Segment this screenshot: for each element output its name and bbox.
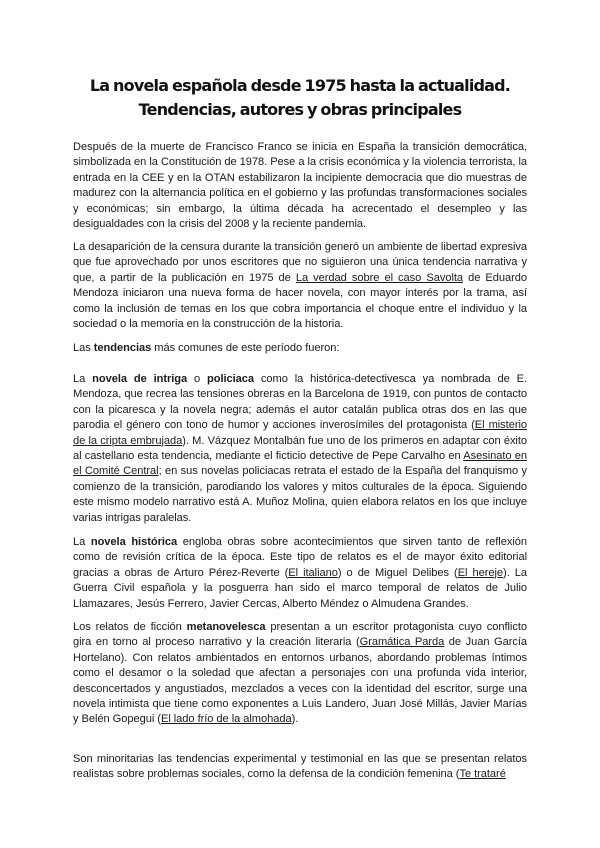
bold-term: metanovelesca: [186, 621, 266, 633]
bold-term: novela de intriga: [92, 373, 188, 385]
text-span: más comunes de este período fueron:: [151, 342, 340, 354]
paragraph-metanovelesca: [73, 620, 527, 728]
book-link-almohada[interactable]: El lado frío de la almohada: [160, 713, 292, 726]
text-span: o: [187, 373, 207, 385]
text-span: La: [73, 536, 91, 548]
text-span: ). La Guerra Civil española y la posguerra han sido el marco temporal de relatos de Julio Llamazares, Jesús Ferrero, Javier Cercas, Alberto Méndez o Almudena Grandes.: [73, 566, 527, 610]
text-span: de Juan García Hortelano). Con relatos ambientados en entornos urbanos, abordando problemas íntimos como el desamor o la soledad que afectan a personajes con una profunda vida interior, desconcertados y angustiados, mezclados a veces con la identidad del escritor, surge una novela intimista que tiene como exponentes a Luis Landero, Juan José Millás, Javier Marías y Belén Gopegui (: [73, 636, 527, 726]
paragraph-tendencias-intro: [73, 341, 527, 356]
text-span: ) o de Miguel Delibes (: [337, 566, 458, 579]
document-title: La novela española desde 1975 hasta la actualidad. Tendencias, autores y obras principales: [89, 76, 511, 119]
paragraph-text: Después de la muerte de Francisco Franco se inicia en España la transición democrática, simbolizada en la Constitución de 1978. Pese a la crisis económica y la violencia terrorista, la entrada en la CEE y en la OTAN estabilizaron la incipiente democracia que dio muestras de madurez con la alternancia política en el gobierno y las profundas transformaciones sociales y económicas; sin embargo, la última década ha acrecentado el desempleo y las desigualdades con la crisis del 2008 y la reciente pandemia.: [73, 141, 527, 231]
paragraph-transicion: [73, 140, 527, 232]
paragraph-novela-historica: [73, 535, 527, 612]
bold-term: tendencias: [93, 342, 152, 354]
book-link-hereje[interactable]: El hereje: [457, 566, 504, 579]
book-link-italiano[interactable]: El italiano: [288, 566, 338, 579]
book-link-savolta[interactable]: La verdad sobre el caso Savolta: [295, 271, 464, 284]
bold-term: policiaca: [207, 373, 255, 385]
book-link-te-tratare[interactable]: Te trataré: [459, 768, 506, 781]
paragraph-novela-intriga: [73, 372, 527, 526]
text-span: Los relatos de ficción: [73, 621, 187, 633]
text-span: de Eduardo Mendoza iniciaron una nueva forma de hacer novela, con mayor interés por la trama, así como la inclusión de temas en los que cobra importancia el choque entre el individuo y la sociedad o la memoria en la construcción de la historia.: [73, 271, 527, 331]
bold-term: novela histórica: [90, 536, 178, 548]
text-span: La desaparición de la censura durante la transición generó un ambiente de libertad expresiva que fue aprovechado por unos escritores que no siguieron una única tendencia narrativa y que, a partir de la publicación en 1975 de: [73, 241, 527, 284]
text-span: ). M. Vázquez Montalbán fue uno de los primeros en adaptar con éxito al castellano esta tendencia, mediante el ficticio detective de Pepe Carvalho en: [73, 434, 528, 463]
text-span: engloba obras sobre acontecimientos que sirven tanto de reflexión como de revisión crítica de la época. Este tipo de relatos es el de mayor éxito editorial gracias a obras de Arturo Pérez-Reverte (: [73, 536, 527, 579]
text-span: Son minoritarias las tendencias experimental y testimonial en las que se presentan relatos realistas sobre problemas sociales, como la defensa de la condición femenina (: [73, 753, 527, 781]
text-span: como la histórica-detectivesca ya nombrada de E. Mendoza, que recrea las tensiones obreras en la Barcelona de 1919, con puntos de contacto con la picaresca y la novela negra; además el autor catalán publica otras dos en las que parodia el género con tono de humor y acciones inverosímiles del protagonista (: [73, 373, 527, 432]
text-span: La: [73, 373, 93, 385]
paragraph-censura: [73, 240, 527, 332]
text-span: Las: [73, 342, 94, 354]
text-span: ; en sus novelas policiacas retrata el estado de la España del franquismo y comienzo de la transición, parodiando los valores y mitos culturales de la época. Siguiendo este mismo modelo narrativo está A. Muñoz Molina, quien elabora relatos en los que incluye varias intrigas paralelas.: [73, 465, 528, 524]
book-link-asesinato[interactable]: Asesinato en el Comité Central: [73, 450, 527, 478]
paragraph-experimental: [73, 752, 527, 783]
book-link-misterio[interactable]: El misterio de la cripta embrujada: [73, 419, 528, 447]
text-span: presentan a un escritor protagonista cuyo conflicto gira en torno al proceso narrativo y la creación literaria (: [73, 621, 527, 649]
text-span: ).: [291, 713, 299, 726]
book-link-gramatica[interactable]: Gramática Parda: [359, 636, 445, 649]
